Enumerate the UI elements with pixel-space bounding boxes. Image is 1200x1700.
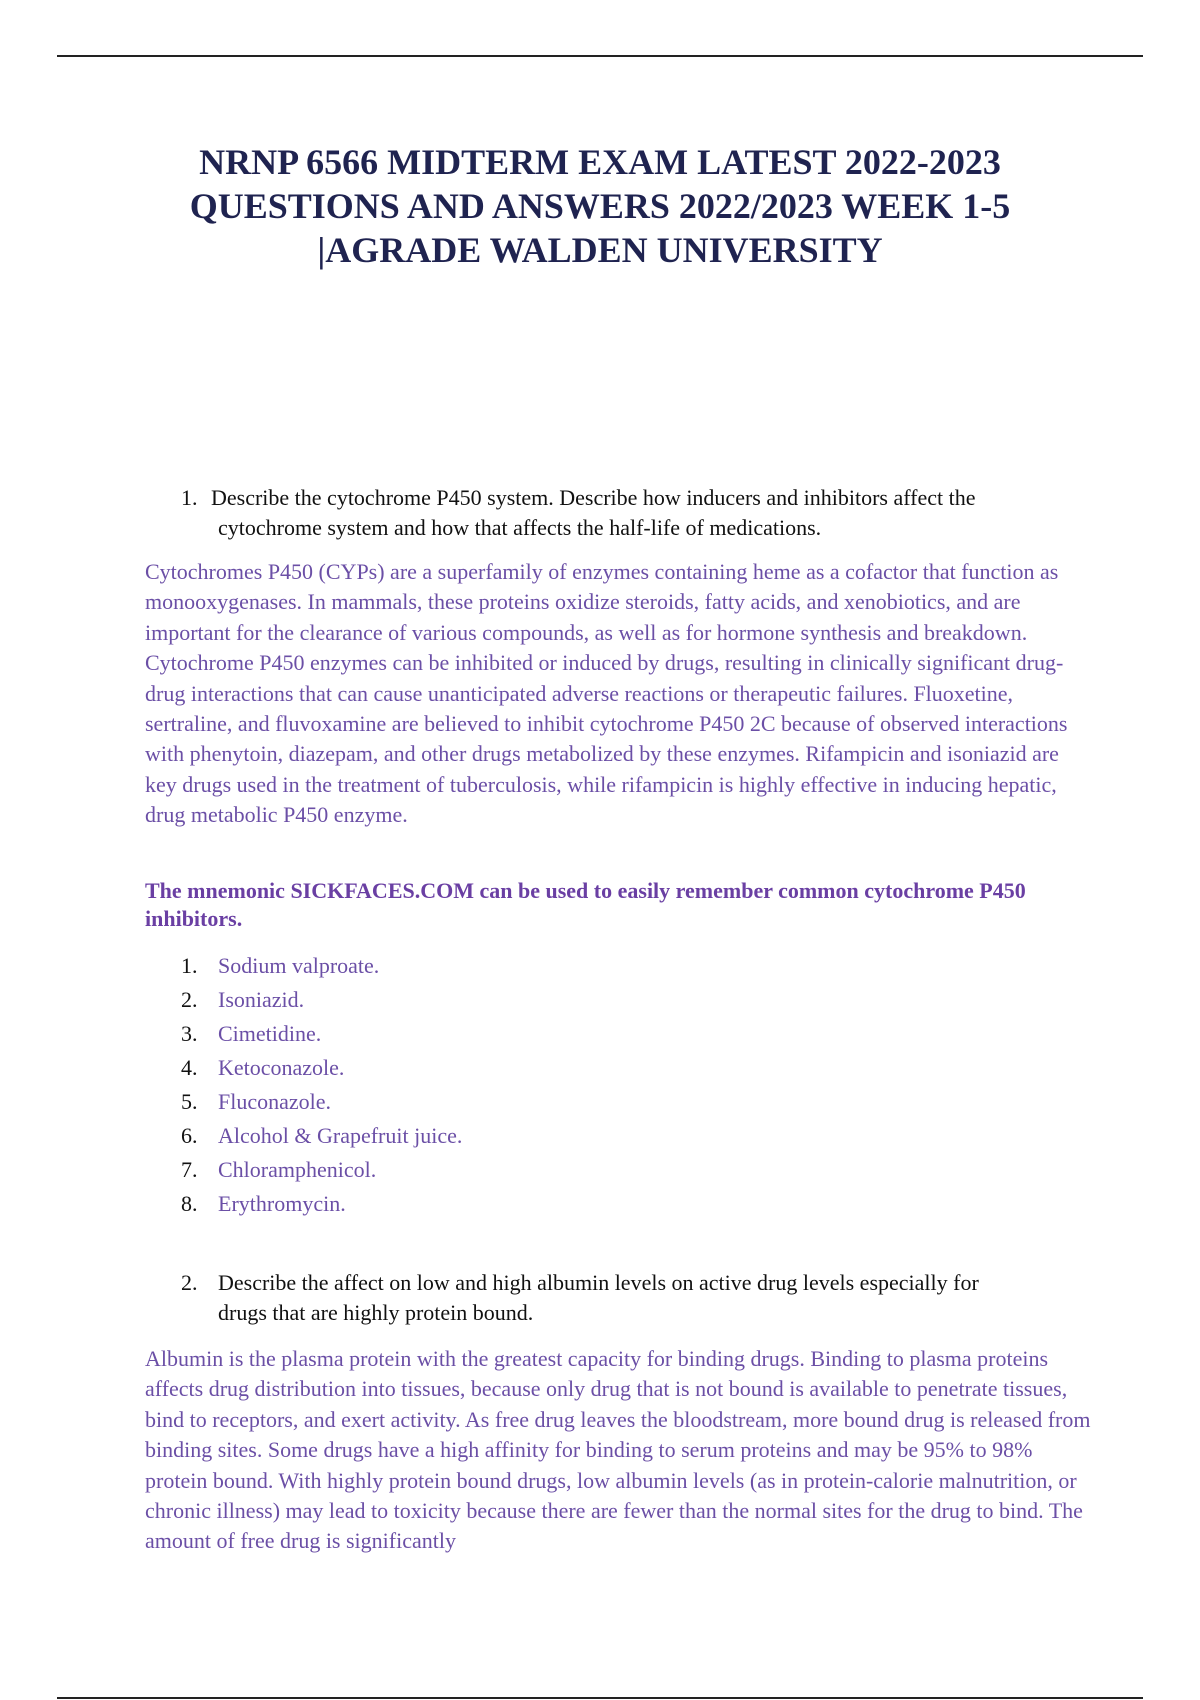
list-item: 2. Isoniazid.	[181, 987, 305, 1012]
question-2-line-1: Describe the affect on low and high albumin levels on active drug levels especially for	[218, 1270, 979, 1295]
title-line-3: |AGRADE WALDEN UNIVERSITY	[317, 230, 883, 270]
question-1-text	[176, 483, 1076, 543]
answer-2: Albumin is the plasma protein with the greatest capacity for binding drugs. Binding to plasma proteins affects drug distribution into tissues, because only drug that is not bound is available to penetrate tissues, bind to receptors, and exert activity. As free drug leaves the bloodstream, more bound drug is released from binding sites. Some drugs have a high affinity for binding to serum proteins and may be 95% to 98% protein bound. With highly protein bound drugs, low albumin levels (as in protein-calorie malnutrition, or chronic illness) may lead to toxicity because there are fewer than the normal sites for the drug to bind. The amount of free drug is significantly	[145, 1346, 1091, 1554]
inhibitor-list	[176, 949, 876, 1221]
title-line-1: NRNP 6566 MIDTERM EXAM LATEST 2022-2023	[199, 142, 1001, 182]
list-item: 7. Chloramphenicol.	[181, 1157, 377, 1182]
list-item: 5. Fluconazole.	[181, 1089, 332, 1114]
mnemonic-heading: The mnemonic SICKFACES.COM can be used to easily remember common cytochrome P450 inhibitors.	[145, 878, 1026, 931]
question-1-line-1: Describe the cytochrome P450 system. Describe how inducers and inhibitors affect the	[211, 485, 976, 510]
question-2-number: 2.	[181, 1270, 198, 1295]
document-title	[100, 140, 1100, 272]
question-1	[176, 483, 1076, 543]
top-rule	[57, 55, 1143, 57]
question-2	[176, 1268, 1076, 1328]
list-item: 3. Cimetidine.	[181, 1021, 322, 1046]
list-item: 1. Sodium valproate.	[181, 953, 380, 978]
question-2-line-2: drugs that are highly protein bound.	[218, 1300, 534, 1325]
question-1-number: 1.	[181, 485, 198, 510]
list-item: 6. Alcohol & Grapefruit juice.	[181, 1123, 463, 1148]
answer-1: Cytochromes P450 (CYPs) are a superfamily of enzymes containing heme as a cofactor that function as monooxygenases. In mammals, these proteins oxidize steroids, fatty acids, and xenobiotics, and are important for the clearance of various compounds, as well as for hormone synthesis and breakdown. Cytochrome P450 enzymes can be inhibited or induced by drugs, resulting in clinically significant drug-drug interactions that can cause unanticipated adverse reactions or therapeutic failures. Fluoxetine, sertraline, and fluvoxamine are believed to inhibit cytochrome P450 2C because of observed interactions with phenytoin, diazepam, and other drugs metabolized by these enzymes. Rifampicin and isoniazid are key drugs used in the treatment of tuberculosis, while rifampicin is highly effective in inducing hepatic, drug metabolic P450 enzyme.	[145, 559, 1068, 828]
list-item: 8. Erythromycin.	[181, 1191, 346, 1216]
question-1-line-2: cytochrome system and how that affects the half-life of medications.	[218, 515, 822, 540]
title-line-2: QUESTIONS AND ANSWERS 2022/2023 WEEK 1-5	[189, 186, 1011, 226]
question-2-text	[176, 1268, 1076, 1328]
bottom-rule	[57, 1697, 1143, 1699]
list-item: 4. Ketoconazole.	[181, 1055, 345, 1080]
